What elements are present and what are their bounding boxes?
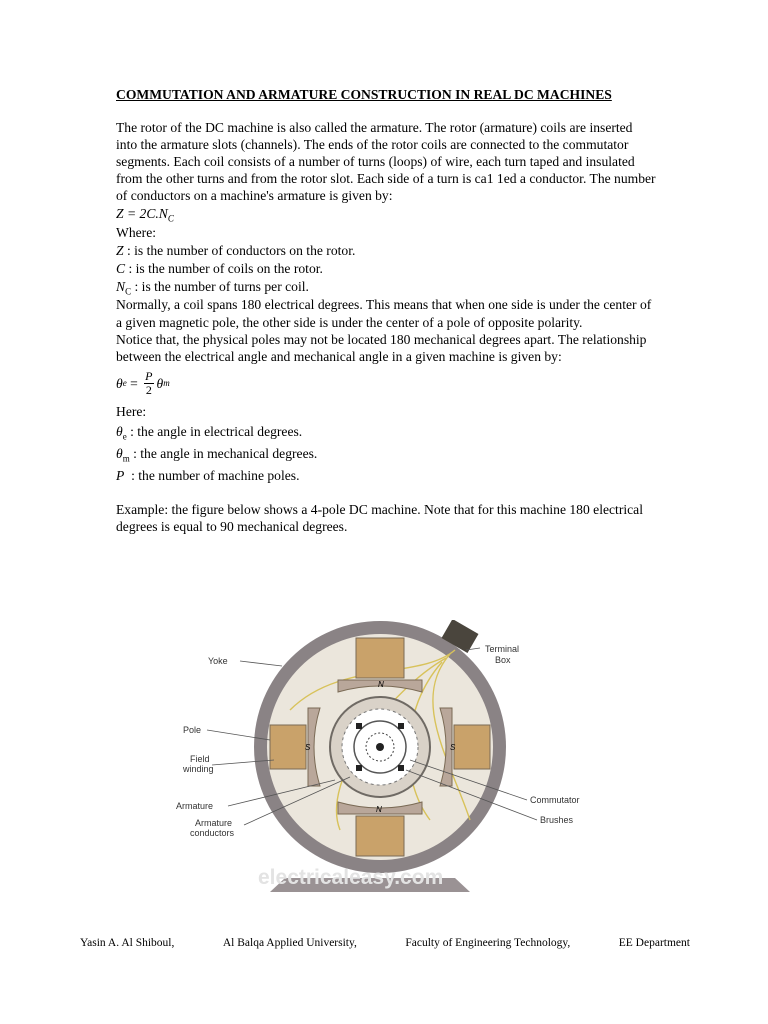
definition-p: P : the number of machine poles. [116, 467, 300, 483]
pole-label-s-right: S [450, 743, 456, 752]
pole-label-n-bottom: N [376, 805, 382, 814]
label-armature: Armature [176, 801, 214, 811]
label-brushes: Brushes [540, 815, 574, 825]
example-paragraph: Example: the figure below shows a 4-pole DC machine. Note that for this machine 180 electrical degrees is equal to 90 mechanical degrees. [116, 501, 643, 534]
intro-paragraph: The rotor of the DC machine is also called the armature. The rotor (armature) coils are inserted into the armature slots (channels). The ends of the rotor coils are connected to the commutator segments. Each coil consists of a number of turns (loops) of wire, each turn taped and insulated from the other turns and from the rotor slot. Each side of a turn is ca1 1ed a conductor. The number of conductors on a machine's armature is given by: [116, 120, 656, 204]
label-armature-conductors-1: Armature [195, 818, 233, 828]
here-label: Here: [116, 403, 147, 419]
coil-span-paragraph: Normally, a coil spans 180 electrical degrees. This means that when one side is under the center of a given magnetic pole, the other side is under the center of a pole of opposite polarity. [116, 297, 652, 330]
label-box: Box [495, 655, 511, 665]
footer-department: EE Department [618, 937, 690, 949]
document-body [116, 87, 656, 535]
label-commutator: Commutator [530, 795, 580, 805]
shaft [376, 743, 384, 751]
label-armature-conductors-2: conductors [190, 828, 235, 838]
footer-university: Al Balqa Applied University, [222, 937, 357, 949]
dc-machine-figure [170, 620, 610, 900]
angle-relation-paragraph: Notice that, the physical poles may not be located 180 mechanical degrees apart. The relationship between the electrical angle and mechanical angle in a given machine is given by: [116, 331, 647, 364]
label-winding: winding [183, 764, 214, 774]
conductor-definitions [116, 242, 656, 296]
pole-label-s-left: S [305, 743, 311, 752]
brush-4 [398, 765, 404, 771]
pole-fraction: $\frac{P}{2}$ [145, 369, 153, 398]
label-field: Field [190, 754, 210, 764]
brush-1 [356, 723, 362, 729]
label-pole: Pole [183, 725, 202, 735]
angle-formula: θ e = $\frac{P}{2}$ θ m [116, 369, 170, 398]
page-footer [80, 937, 690, 949]
where-label: Where: [116, 225, 156, 241]
dc-machine-diagram [170, 620, 610, 900]
definition-theta-e: $\theta_e$ : the angle in electrical degrees. [116, 423, 303, 442]
conductor-formula: $Z = 2C.N_C$ [116, 206, 174, 225]
definition-theta-m: $\theta_m$ : the angle in mechanical degrees. [116, 445, 318, 464]
pole-label-n-top: N [378, 680, 384, 689]
brush-2 [398, 723, 404, 729]
watermark: electricaleasy.com [258, 866, 444, 889]
definition-c: C : is the number of coils on the rotor. [116, 261, 323, 277]
page-title: COMMUTATION AND ARMATURE CONSTRUCTION IN REAL DC MACHINES [116, 87, 612, 102]
label-yoke: Yoke [208, 656, 228, 666]
label-terminal: Terminal [485, 644, 520, 654]
definition-nc: $N_C$ : is the number of turns per coil. [116, 279, 309, 298]
footer-faculty: Faculty of Engineering Technology, [405, 937, 571, 949]
definition-z: Z : is the number of conductors on the rotor. [116, 243, 356, 259]
brush-3 [356, 765, 362, 771]
footer-author: Yasin A. Al Shiboul, [80, 937, 175, 949]
